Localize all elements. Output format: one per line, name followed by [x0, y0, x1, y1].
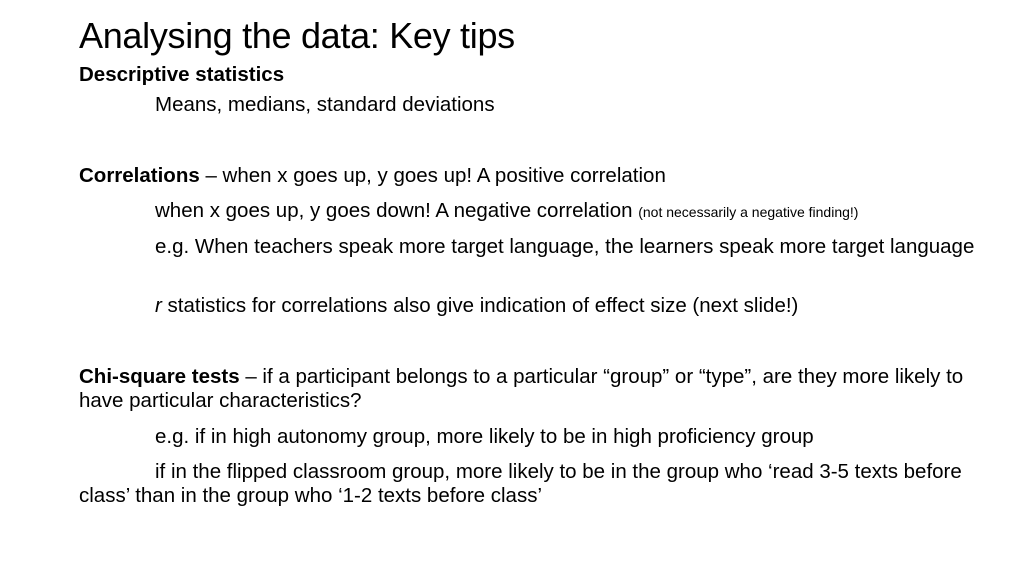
r-statistic-text: statistics for correlations also give indication of effect size (next slide!)	[161, 294, 799, 317]
correlations-negative-main: when x goes up, y goes down! A negative correlation	[155, 199, 639, 222]
correlations-heading: Correlations	[79, 164, 200, 187]
descriptive-line: Means, medians, standard deviations	[155, 93, 495, 116]
chisquare-paragraph	[79, 365, 989, 413]
correlations-r-statistic	[79, 294, 989, 318]
descriptive-heading	[79, 63, 989, 87]
r-symbol: r	[155, 294, 162, 317]
correlations-paragraph	[79, 164, 989, 188]
chisquare-lead: – if a participant belongs to a particular “group” or “type”, are they more likely to have particular characteristics?	[79, 365, 964, 412]
chisquare-flipped: if in the flipped classroom group, more likely to be in the group who ‘read 3-5 texts before class’ than in the group who ‘1-2 texts before class’	[79, 460, 962, 507]
correlations-negative-note: (not necessarily a negative finding!)	[638, 204, 859, 220]
correlations-lead: – when x goes up, y goes up! A positive correlation	[199, 164, 666, 187]
correlations-example: e.g. When teachers speak more target language, the learners speak more target language	[155, 235, 975, 258]
chisquare-heading: Chi-square tests	[79, 365, 240, 388]
chisquare-example: e.g. if in high autonomy group, more likely to be in high proficiency group	[155, 425, 814, 448]
slide-title: Analysing the data: Key tips	[79, 15, 515, 56]
correlations-negative	[79, 199, 989, 224]
descriptive-heading-text: Descriptive statistics	[79, 63, 285, 86]
